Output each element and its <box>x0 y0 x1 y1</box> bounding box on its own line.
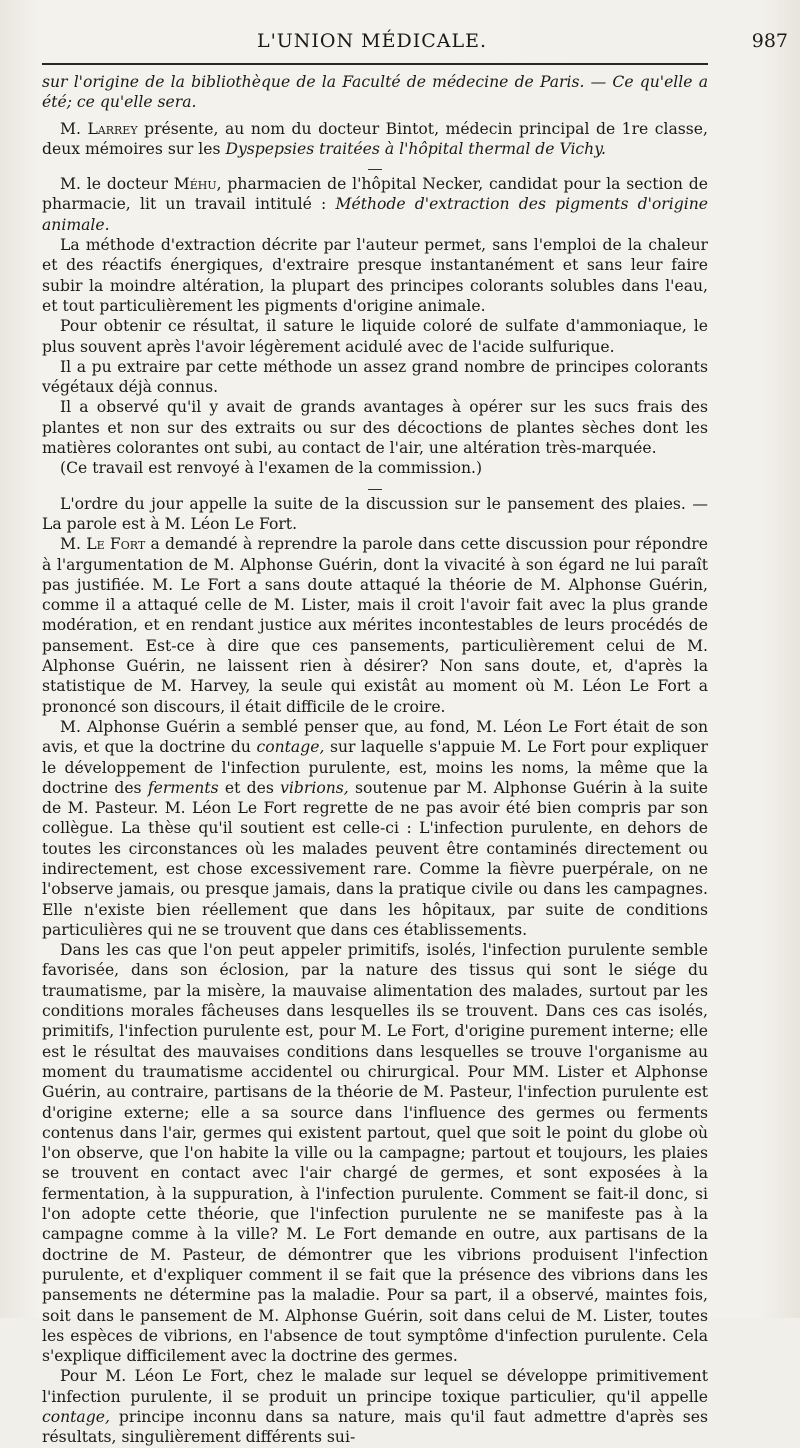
running-title: L'UNION MÉDICALE. <box>256 30 488 52</box>
text-run: , pharmacien de l'hôpital Necker, candidat pour la section de pharmacie, lit un travail intitulé : <box>42 175 708 214</box>
text-run: M. Alphonse Guérin a semblé penser que, au fond, M. Léon Le Fort était de son avis, et que la doctrine du <box>42 717 708 757</box>
text-run: Il a pu extraire par cette méthode un assez grand nombre de principes colorants végétaux déjà connus. <box>42 357 708 397</box>
text-run: a demandé à reprendre la parole dans cette discussion pour répondre à l'argumentation de M. Alphonse Guérin, dont la vivacité à son égard ne lui paraît pas justifiée. M. Le Fort a sans doute attaqué la théorie de M. Alphonse Guérin, comme il a attaqué celle de M. Lister, mais il croit l'avoir fait avec la plus grande modération, et en rendant justice aux mérites incontestables de leurs procédés de pansement. Est-ce à dire que ces pansements, particulièrement celui de M. Alphonse Guérin, ne laissent rien à désirer? Non sans doute, et, d'après la statistique de M. Harvey, la seule qui existât au moment où M. Léon Le Fort a prononcé son discours, il était difficile de le croire. <box>42 535 708 716</box>
paragraph-contage <box>42 1366 708 1447</box>
paragraph-continuation <box>42 72 708 113</box>
text-run: principe inconnu dans sa nature, mais qu'il faut admettre d'après ses résultats, singulièrement différents sui- <box>42 1408 708 1447</box>
page-number: 987 <box>751 30 788 52</box>
text-run: présente, au nom du docteur Bintot, médecin principal de 1re classe, deux mémoires sur les <box>42 119 708 158</box>
text-run: M. <box>60 119 88 138</box>
text-run: et des <box>218 778 281 797</box>
paragraph-le-fort <box>42 534 708 717</box>
paragraph-guerin <box>42 717 708 940</box>
italic-text: contage, <box>256 738 325 757</box>
italic-text: Dyspepsies traitées à l'hôpital thermal de Vichy. <box>225 139 606 158</box>
paragraph-primitive-cases <box>42 940 708 1366</box>
text-run: La méthode d'extraction décrite par l'auteur permet, sans l'emploi de la chaleur et des réactifs énergiques, d'extraire presque instantanément et sans leur faire subir la moindre altération, la plupart des principes colorants solubles dans l'eau, et tout particulièrement les pigments d'origine animale. <box>42 236 708 315</box>
text-run: M. <box>60 535 87 554</box>
name-small-caps: Larrey <box>87 119 138 138</box>
paragraph-extraction <box>42 357 708 398</box>
text-run: sur laquelle s'appuie M. Le Fort pour expliquer le développement de l'infection purulente, est, moins les noms, la même que la doctrine des <box>42 738 708 797</box>
text-run: soutenue par M. Alphonse Guérin à la suite de M. Pasteur. M. Léon Le Fort regrette de ne pas avoir été bien compris par son collègue. La thèse qu'il soutient est celle-ci : L'infection purulente, en dehors de toutes les circonstances où les malades peuvent être contaminés directement ou indirectement, est chose excessivement rare. Comme la fièvre puerpérale, on ne l'observe jamais, ou presque jamais, dans la pratique civile ou dans les campagnes. Elle n'existe bien réellement que dans les hôpitaux, par suite de conditions particulières qui ne se trouvent que dans ces établissements. <box>42 778 708 939</box>
text-run: Il a observé qu'il y avait de grands avantages à opérer sur les sucs frais des plantes et non sur des extraits ou sur des décoctions de plantes sèches dont les matières colorantes ont subi, au contact de l'air, une altération très-marquée. <box>42 398 708 458</box>
section-divider <box>368 169 382 170</box>
text-run: (Ce travail est renvoyé à l'examen de la commission.) <box>60 459 483 478</box>
italic-text: ferments <box>147 778 219 797</box>
paragraph-mehu <box>42 174 708 235</box>
paragraph-order-of-day <box>42 494 708 535</box>
name-small-caps: Le Fort <box>86 535 146 554</box>
italic-text: contage, <box>42 1408 110 1426</box>
header-rule <box>42 63 708 65</box>
text-run: Pour obtenir ce résultat, il sature le liquide coloré de sulfate d'ammoniaque, le plus souvent après l'avoir légèrement acidulé avec de l'acide sulfurique. <box>42 317 708 356</box>
text-run: Pour M. Léon Le Fort, chez le malade sur lequel se développe primitivement l'infection purulente, il se produit un principe toxique particulier, qu'il appelle <box>42 1367 708 1406</box>
text-run: Dans les cas que l'on peut appeler primitifs, isolés, l'infection purulente semble favorisée, dans son éclosion, par la nature des tissus qui sont le siége du traumatisme, par la misère, la mauvaise alimentation des malades, surtout par les conditions morales fâcheuses dans lesquelles ils se trouvent. Dans ces cas isolés, primitifs, l'infection purulente est, pour M. Le Fort, d'origine purement interne; elle est le résultat des mauvaises conditions dans lesquelles se trouve l'organisme au moment du traumatisme accidentel ou chirurgical. Pour MM. Lister et Alphonse Guérin, au contraire, partisans de la théorie de M. Pasteur, l'infection purulente est d'origine externe; elle a sa source dans l'influence des germes ou ferments contenus dans l'air, germes qui existent partout, quel que soit le point du globe où l'on observe, que l'on habite la ville ou la campagne; partout et toujours, les plaies se trouvent en contact avec l'air chargé de germes, et sont exposées à la fermentation, à la suppuration, à l'infection purulente. Comment se fait-il donc, si l'on adopte cette théorie, que l'infection purulente ne se manifeste pas à la campagne comme à la ville? M. Le Fort demande en outre, aux partisans de la doctrine de M. Pasteur, de démontrer que les vibrions produisent l'infection purulente, et d'expliquer comment il se fait que la présence des vibrions dans les pansements ne détermine pas la maladie. Pour sa part, il a observé, maintes fois, soit dans le pansement de M. Alphonse Guérin, soit dans celui de M. Lister, toutes les espèces de vibrions, en l'absence de tout symptôme d'infection purulente. Cela s'explique difficilement avec la doctrine des germes. <box>42 941 708 1366</box>
paragraph-method <box>42 235 708 316</box>
paragraph-larrey <box>42 119 708 160</box>
italic-text: vibrions, <box>280 778 349 797</box>
name-small-caps: Méhu <box>173 175 217 194</box>
section-divider <box>368 489 382 490</box>
paragraph-observation <box>42 397 708 458</box>
italic-text: sur l'origine de la bibliothèque de la Faculté de médecine de Paris. — Ce qu'elle a été; ce qu'elle sera. <box>42 73 708 112</box>
text-run: M. le docteur <box>60 175 174 194</box>
text-run: L'ordre du jour appelle la suite de la discussion sur le pansement des plaies. — La parole est à M. Léon Le Fort. <box>42 494 708 533</box>
page-header <box>42 30 788 60</box>
italic-text: Méthode d'extraction des pigments d'origine animale. <box>42 195 708 234</box>
article-body <box>42 72 708 1448</box>
paragraph-commission <box>42 458 708 478</box>
paragraph-result <box>42 316 708 357</box>
